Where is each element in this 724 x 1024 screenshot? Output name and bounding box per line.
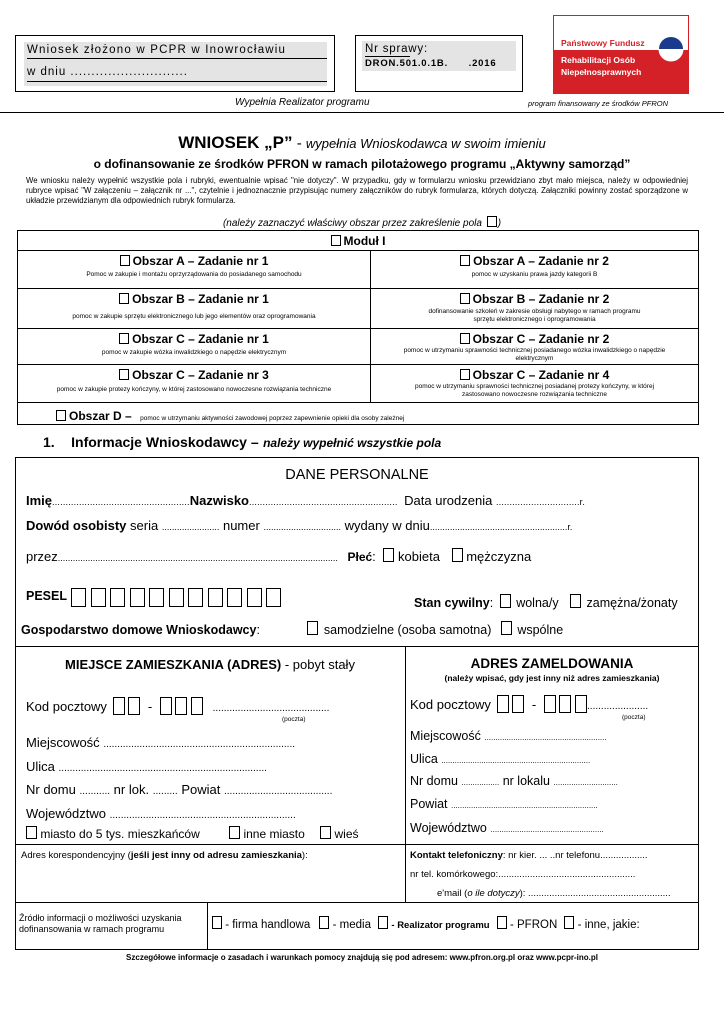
- first-name-label: Imię: [26, 493, 53, 508]
- registration-heading: ADRES ZAMELDOWANIA: [470, 656, 634, 671]
- task-cell[interactable]: [370, 364, 698, 402]
- house-label: Nr domu: [26, 782, 76, 797]
- reg-street-row: [410, 752, 590, 766]
- village-label: wieś: [334, 827, 359, 841]
- last-name-label: Nazwisko: [189, 493, 249, 508]
- phone-field[interactable]: : nr kier. ... ..nr telefonu..................: [502, 850, 648, 861]
- reg-county-label: Powiat: [410, 797, 448, 811]
- submission-line1: Wniosek złożono w PCPR w Inowrocławiu: [27, 44, 287, 56]
- reg-city-label: Miejscowość: [410, 729, 481, 743]
- case-label: Nr sprawy:: [365, 43, 428, 55]
- task-cell[interactable]: [17, 250, 370, 288]
- mobile-label: nr tel. komórkowego:: [410, 869, 499, 880]
- male-label: mężczyzna: [466, 549, 532, 564]
- pfron-logo-line1: Państwowy Fundusz: [561, 38, 645, 48]
- module-row[interactable]: [17, 230, 698, 250]
- pesel-digit-box[interactable]: [149, 588, 164, 607]
- task-checkbox[interactable]: [460, 369, 470, 380]
- county-label: Powiat: [181, 782, 221, 797]
- task-table: [17, 230, 699, 425]
- reg-postal-label: Kod pocztowy: [410, 697, 491, 712]
- task-desc: pomoc w zakupie wózka inwalidzkiego o napędzie elektrycznym: [101, 349, 287, 356]
- task-checkbox[interactable]: [119, 333, 129, 344]
- fills-realizator: Wypełnia Realizator programu: [235, 97, 370, 108]
- pesel-row: [26, 587, 281, 608]
- submission-line2: w dniu ............................: [27, 66, 188, 78]
- task-title: Obszar A – Zadanie nr 1: [132, 254, 269, 268]
- correspondence-text: Adres korespondencyjny (: [21, 850, 131, 861]
- task-cell[interactable]: [370, 250, 698, 288]
- reg-house-field[interactable]: .................: [461, 778, 500, 787]
- divider: [15, 844, 699, 845]
- divider: [15, 902, 699, 903]
- small-town-checkbox[interactable]: [26, 826, 37, 839]
- divider: [15, 646, 699, 647]
- married-checkbox[interactable]: [570, 594, 581, 608]
- female-checkbox[interactable]: [383, 548, 394, 562]
- issued-label: wydany w dniu: [344, 518, 430, 533]
- reg-postal-digit-box[interactable]: [575, 695, 587, 713]
- id-card-label: Dowód osobisty: [26, 518, 127, 533]
- birth-date-label: Data urodzenia: [404, 493, 493, 508]
- area-hint-end: ): [497, 218, 502, 229]
- section1-title: Informacje Wnioskodawcy –: [71, 434, 259, 450]
- voivodeship-label: Województwo: [26, 806, 106, 821]
- street-row: [26, 759, 267, 774]
- house-field[interactable]: ...........: [79, 786, 111, 797]
- pfron-logo-icon: [658, 36, 684, 62]
- media-checkbox[interactable]: [319, 916, 329, 929]
- series-field[interactable]: .......................: [161, 522, 220, 532]
- reg-post-office-caption: (poczta): [622, 714, 646, 721]
- task-title: Obszar C – Zadanie nr 2: [472, 332, 610, 346]
- pesel-boxes[interactable]: [71, 588, 281, 608]
- task-cell[interactable]: [17, 288, 370, 328]
- city-row: [26, 735, 295, 750]
- pesel-digit-box[interactable]: [266, 588, 281, 607]
- personal-heading: DANE PERSONALNE: [285, 467, 429, 483]
- source-options: [212, 916, 640, 931]
- title-line2: o dofinansowanie ze środków PFRON w ramach pilotażowego programu „Aktywny samorząd”: [93, 157, 631, 171]
- reg-apartment-field[interactable]: .............................: [553, 778, 618, 787]
- header-rule: [0, 112, 724, 113]
- other-source-label: - inne, jakie:: [577, 919, 640, 931]
- reg-postal-digit-box[interactable]: [559, 695, 571, 713]
- correspondence-end: ):: [301, 850, 308, 861]
- postal-digit-box[interactable]: [113, 697, 125, 715]
- postal-digit-box[interactable]: [175, 697, 187, 715]
- street-field[interactable]: ...........................................................................: [58, 763, 267, 774]
- reg-street-label: Ulica: [410, 752, 438, 766]
- source-divider: [207, 902, 208, 950]
- name-row: [26, 493, 585, 508]
- company-label: - firma handlowa: [225, 919, 311, 931]
- sex-label: Płeć: [347, 550, 373, 564]
- reg-house-row: [410, 774, 618, 788]
- financed-by: program finansowany ze środków PFRON: [528, 99, 669, 108]
- reg-postal-digit-box[interactable]: [497, 695, 509, 713]
- area-d-cell[interactable]: [17, 402, 698, 425]
- task-cell[interactable]: [370, 288, 698, 328]
- module-checkbox[interactable]: [331, 235, 341, 246]
- area-d-desc: pomoc w utrzymaniu aktywności zawodowej poprzez zapewnienie opieki dla osoby zależnej: [140, 415, 405, 422]
- submission-underline2: [27, 81, 327, 82]
- reg-house-label: Nr domu: [410, 774, 458, 788]
- task-cell[interactable]: [17, 328, 370, 364]
- source-label: Źródło informacji o możliwości uzyskania dofinansowania w ramach programu: [19, 913, 182, 934]
- section1-heading: [43, 434, 441, 452]
- shared-checkbox[interactable]: [501, 621, 512, 635]
- issuer-row: [26, 548, 531, 564]
- title-subtitle: wypełnia Wnioskodawca w swoim imieniu: [305, 136, 546, 151]
- reg-city-row: [410, 729, 607, 743]
- issued-field[interactable]: .......................................................r.: [429, 522, 573, 532]
- realizator-checkbox[interactable]: [378, 916, 388, 929]
- county-field[interactable]: .......................................: [224, 786, 333, 797]
- page-title: [0, 133, 724, 153]
- postal-digit-box[interactable]: [160, 697, 172, 715]
- email-row: [437, 888, 671, 899]
- column-divider: [405, 646, 406, 902]
- task-checkbox[interactable]: [460, 255, 470, 266]
- area-hint: [0, 216, 724, 229]
- voivodeship-field[interactable]: ...................................................................: [109, 810, 296, 821]
- other-town-checkbox[interactable]: [229, 826, 240, 839]
- pesel-digit-box[interactable]: [188, 588, 203, 607]
- mobile-row: [410, 869, 635, 880]
- postal-row: [26, 697, 329, 715]
- alone-label: samodzielne (osoba samotna): [323, 623, 492, 637]
- task-checkbox[interactable]: [119, 369, 129, 380]
- media-label: - media: [332, 919, 371, 931]
- pesel-digit-box[interactable]: [130, 588, 145, 607]
- household-row: [21, 621, 563, 637]
- contact-row: [410, 850, 648, 861]
- shared-label: wspólne: [517, 623, 564, 637]
- postal-dash: -: [147, 699, 153, 714]
- other-town-label: inne miasto: [243, 827, 305, 841]
- reg-postal-digit-box[interactable]: [512, 695, 524, 713]
- task-desc: pomoc w utrzymaniu sprawności technicznej posiadanej protezy kończyny, w której zastosowano nowoczesne rozwiązania techniczne: [414, 383, 655, 398]
- contact-label: Kontakt telefoniczny: [410, 850, 503, 861]
- reg-city-field[interactable]: .......................................................: [484, 733, 607, 742]
- male-checkbox[interactable]: [452, 548, 463, 562]
- correspondence-label[interactable]: [21, 850, 308, 861]
- pesel-digit-box[interactable]: [71, 588, 86, 607]
- alone-checkbox[interactable]: [307, 621, 318, 635]
- locality-row: [26, 826, 359, 841]
- series-label: seria: [130, 518, 159, 533]
- address-title: MIEJSCE ZAMIESZKANIA (ADRES): [65, 657, 282, 672]
- first-name-field[interactable]: ...................................................: [52, 497, 190, 507]
- issuer-field[interactable]: ................................................................................................................: [57, 553, 338, 563]
- pesel-digit-box[interactable]: [110, 588, 125, 607]
- section1-note: należy wypełnić wszystkie pola: [263, 436, 442, 450]
- task-checkbox[interactable]: [460, 333, 470, 344]
- task-checkbox[interactable]: [120, 255, 130, 266]
- pesel-digit-box[interactable]: [227, 588, 242, 607]
- task-desc: pomoc w utrzymaniu sprawności technicznej posiadanego wózka inwalidzkiego o napędzie elektrycznym: [403, 347, 666, 362]
- module-label: Moduł I: [343, 234, 386, 248]
- reg-county-row: [410, 797, 598, 811]
- pesel-digit-box[interactable]: [91, 588, 106, 607]
- number-label: numer: [222, 518, 260, 533]
- submission-box: [15, 35, 335, 92]
- apartment-field[interactable]: .........: [152, 786, 178, 797]
- marital-colon: :: [489, 596, 494, 610]
- reg-voivodeship-label: Województwo: [410, 821, 487, 835]
- area-d-title: Obszar D –: [69, 409, 132, 423]
- task-desc: pomoc w zakupie sprzętu elektronicznego lub jego elementów oraz oprogramowania: [72, 313, 316, 320]
- pesel-label: PESEL: [26, 589, 67, 603]
- marital-label: Stan cywilny: [414, 596, 490, 610]
- reg-street-field[interactable]: ...................................................................: [441, 756, 591, 765]
- reg-voivodeship-field[interactable]: ...................................................: [490, 825, 604, 834]
- reg-county-field[interactable]: ..................................................................: [451, 801, 598, 810]
- pfron-checkbox[interactable]: [497, 916, 507, 929]
- single-checkbox[interactable]: [500, 594, 511, 608]
- email-label: e'mail (: [437, 888, 468, 899]
- title-main: WNIOSEK „P”: [178, 133, 293, 152]
- task-checkbox[interactable]: [460, 293, 470, 304]
- voivodeship-row: [26, 806, 296, 821]
- correspondence-bold: jeśli jest inny od adresu zamieszkania: [130, 850, 302, 861]
- issuer-label: przez: [26, 549, 58, 564]
- female-label: kobieta: [398, 549, 440, 564]
- task-title: Obszar B – Zadanie nr 1: [132, 292, 269, 306]
- case-number-box: [355, 35, 523, 92]
- single-label: wolna/y: [516, 596, 559, 610]
- task-title: Obszar A – Zadanie nr 2: [473, 254, 609, 268]
- company-checkbox[interactable]: [212, 916, 222, 929]
- apartment-label: nr lok.: [113, 782, 150, 797]
- address-suffix: - pobyt stały: [281, 657, 355, 672]
- title-dash: -: [292, 135, 306, 152]
- task-title: Obszar C – Zadanie nr 3: [132, 368, 269, 382]
- small-town-label: miasto do 5 tys. mieszkańców: [40, 827, 200, 841]
- reg-voivodeship-row: [410, 821, 604, 835]
- task-title: Obszar C – Zadanie nr 4: [472, 368, 610, 382]
- pesel-digit-box[interactable]: [208, 588, 223, 607]
- household-colon: :: [256, 623, 260, 637]
- pfron-logo: [553, 15, 689, 94]
- task-desc: pomoc w uzyskaniu prawa jazdy kategorii B: [471, 271, 598, 278]
- area-hint-text: (należy zaznaczyć właściwy obszar przez zakreślenie pola: [222, 218, 482, 229]
- reg-apartment-label: nr lokalu: [502, 774, 550, 788]
- post-office-field[interactable]: ..........................................: [212, 703, 330, 714]
- street-label: Ulica: [26, 759, 55, 774]
- mobile-field[interactable]: ....................................................: [498, 869, 636, 880]
- case-number: DRON.501.0.1B. .2016: [365, 58, 497, 69]
- postal-label: Kod pocztowy: [26, 699, 107, 714]
- city-label: Miejscowość: [26, 735, 100, 750]
- checkbox-icon: [487, 216, 497, 227]
- task-desc: dofinansowanie szkoleń w zakresie obsługi nabytego w ramach programu sprzętu elektronicznego i oprogramowania: [428, 308, 641, 323]
- reg-postal-digit-box[interactable]: [544, 695, 556, 713]
- household-label: Gospodarstwo domowe Wnioskodawcy: [21, 623, 257, 637]
- married-label: zamężna/żonaty: [586, 596, 678, 610]
- task-checkbox[interactable]: [119, 293, 129, 304]
- reg-postal-row: [410, 695, 648, 713]
- task-title: Obszar C – Zadanie nr 1: [132, 332, 269, 346]
- pesel-digit-box[interactable]: [247, 588, 262, 607]
- task-desc: pomoc w zakupie protezy kończyny, w której zastosowano nowoczesne rozwiązania techniczne: [56, 386, 332, 393]
- email-field[interactable]: ): ......................................................: [519, 888, 671, 899]
- section1-number: 1.: [43, 434, 55, 450]
- pfron-logo-line3: Niepełnosprawnych: [561, 67, 642, 77]
- village-checkbox[interactable]: [320, 826, 331, 839]
- task-cell[interactable]: [17, 364, 370, 402]
- id-row: [26, 518, 572, 533]
- birth-date-field[interactable]: ...............................r.: [495, 497, 586, 507]
- footer-note: Szczegółowe informacje o zasadach i warunkach pomocy znajdują się pod adresem: www.pfron.org.pl oraz www.pcpr-ino.pl: [126, 953, 598, 962]
- last-name-field[interactable]: .......................................................: [249, 497, 398, 507]
- postal-digit-box[interactable]: [191, 697, 203, 715]
- postal-digit-box[interactable]: [128, 697, 140, 715]
- registration-note: (należy wpisać, gdy jest inny niż adres zamieszkania): [444, 673, 660, 683]
- submission-underline1: [27, 58, 327, 59]
- sex-colon: :: [372, 549, 376, 564]
- pfron-label: - PFRON: [509, 919, 558, 931]
- post-office-caption: (poczta): [282, 716, 306, 723]
- intro-text: We wniosku należy wypełnić wszystkie pola i rubryki, ewentualnie wpisać "nie dotyczy". W przypadku, gdy w formularzu wniosku przewidziano zbyt mało miejsca, należy w odpowiedniej rubryce wpisać "W załączeniu – załącznik nr ...", czytelnie i jednoznacznie przypisując numery załączników do rubryk formularza, których dotyczą. Załączniki powinny zostać sporządzone w układzie przewidzianym dla odpowiednich rubryk formularza.: [26, 176, 688, 205]
- task-desc: Pomoc w zakupie i montażu oprzyrządowania do posiadanego samochodu: [86, 271, 302, 278]
- task-cell[interactable]: [370, 328, 698, 364]
- task-title: Obszar B – Zadanie nr 2: [472, 292, 610, 306]
- pesel-digit-box[interactable]: [169, 588, 184, 607]
- reg-post-office-field[interactable]: ......................: [587, 701, 649, 712]
- email-optional: o ile dotyczy: [467, 888, 520, 899]
- address-heading: [15, 656, 405, 674]
- case-underline: [365, 56, 410, 57]
- area-d-checkbox[interactable]: [56, 410, 66, 421]
- house-row: [26, 782, 332, 797]
- pfron-logo-line2: Rehabilitacji Osób: [561, 55, 636, 65]
- number-field[interactable]: ...............................: [263, 522, 341, 532]
- city-field[interactable]: .....................................................................: [103, 739, 296, 750]
- reg-postal-dash: -: [531, 697, 537, 712]
- realizator-label: - Realizator programu: [391, 920, 490, 931]
- other-source-checkbox[interactable]: [564, 916, 574, 929]
- marital-row: [414, 594, 678, 610]
